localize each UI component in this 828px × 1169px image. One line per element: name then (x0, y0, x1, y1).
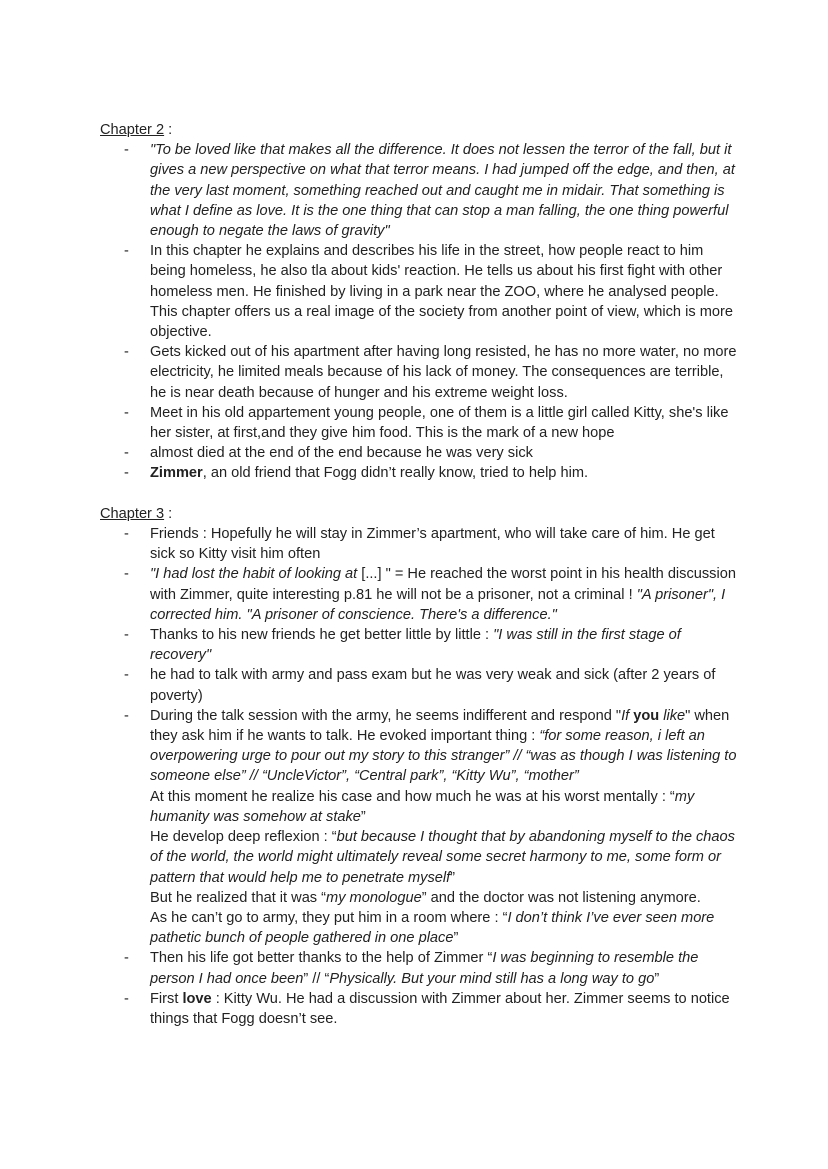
chapter-2-heading: Chapter 2 : (100, 122, 173, 138)
chapter-3-heading: Chapter 3 : (100, 505, 173, 522)
list-item: - Thanks to his new friends he get better little by little : "I was still in the first stage of recovery" (100, 625, 740, 665)
list-item: - "To be loved like that makes all the difference. It does not lessen the terror of the fall, but it gives a new perspective on what that terror means. I had jumped off the edge, and then, at the very last moment, something reached out and caught me in midair. That something is what I define as love. It is the one thing that can stop a man falling, the one thing powerful enough to negate the laws of gravity" (100, 140, 740, 241)
list-item: - Friends : Hopefully he will stay in Zimmer’s apartment, who will take care of him. He get sick so Kitty visit him often (100, 524, 740, 564)
list-item: - Then his life got better thanks to the help of Zimmer “I was beginning to resemble the person I had once been” // “Physically. But your mind still has a long way to go” (100, 948, 740, 988)
list-item: - During the talk session with the army, he seems indifferent and respond "If you like" when they ask him if he wants to talk. He evoked important thing : “for some reason, i left an overpowering urge to pour out my story to this stranger” // “was as though I was listening to someone else” // “UncleVictor”, “Central park”, “Kitty Wu”, “mother” At this moment he realize his case and how much he was at his worst mentally : “my humanity was somehow at stake” He develop deep reflexion : “but because I thought that by abandoning myself to the chaos of the world, the world might ultimately reveal some secret harmony to me, some form or pattern that would help me to penetrate myself” But he realized that it was “my monologue” and the doctor was not listening anymore. As he can’t go to army, they put him in a room where : “I don’t think I’ve ever seen more pathetic bunch of people gathered in one place” (100, 706, 740, 948)
list-item: - almost died at the end of the end because he was very sick (100, 443, 740, 463)
list-item: - Gets kicked out of his apartment after having long resisted, he has no more water, no more electricity, he limited meals because of his lack of money. The consequences are terrible, he is near death because of hunger and his extreme weight loss. (100, 342, 740, 403)
list-item: - First love : Kitty Wu. He had a discussion with Zimmer about her. Zimmer seems to notice things that Fogg doesn’t see. (100, 989, 740, 1029)
list-item: - Meet in his old appartement young people, one of them is a little girl called Kitty, she's like her sister, at first,and they give him food. This is the mark of a new hope (100, 403, 740, 443)
list-item: - In this chapter he explains and describes his life in the street, how people react to him being homeless, he also tla about kids' reaction. He tells us about his first fight with other homeless men. He finished by living in a park near the ZOO, where he analysed people. This chapter offers us a real image of the society from another point of view, which is more objective. (100, 241, 740, 342)
list-item: - "I had lost the habit of looking at [...] " = He reached the worst point in his health discussion with Zimmer, quite interesting p.81 he will not be a prisoner, not a criminal ! "A prisoner", I corrected him. "A prisoner of conscience. There's a difference." (100, 564, 740, 625)
list-item: - he had to talk with army and pass exam but he was very weak and sick (after 2 years of poverty) (100, 665, 740, 705)
list-item: - Zimmer, an old friend that Fogg didn’t really know, tried to help him. (100, 463, 740, 483)
chapter-3-title: Chapter 3 (100, 505, 165, 522)
document-page (100, 120, 740, 1029)
chapter-2-list (100, 140, 740, 483)
chapter-2-title: Chapter 2 (100, 122, 165, 138)
chapter-3-list (100, 524, 740, 1029)
